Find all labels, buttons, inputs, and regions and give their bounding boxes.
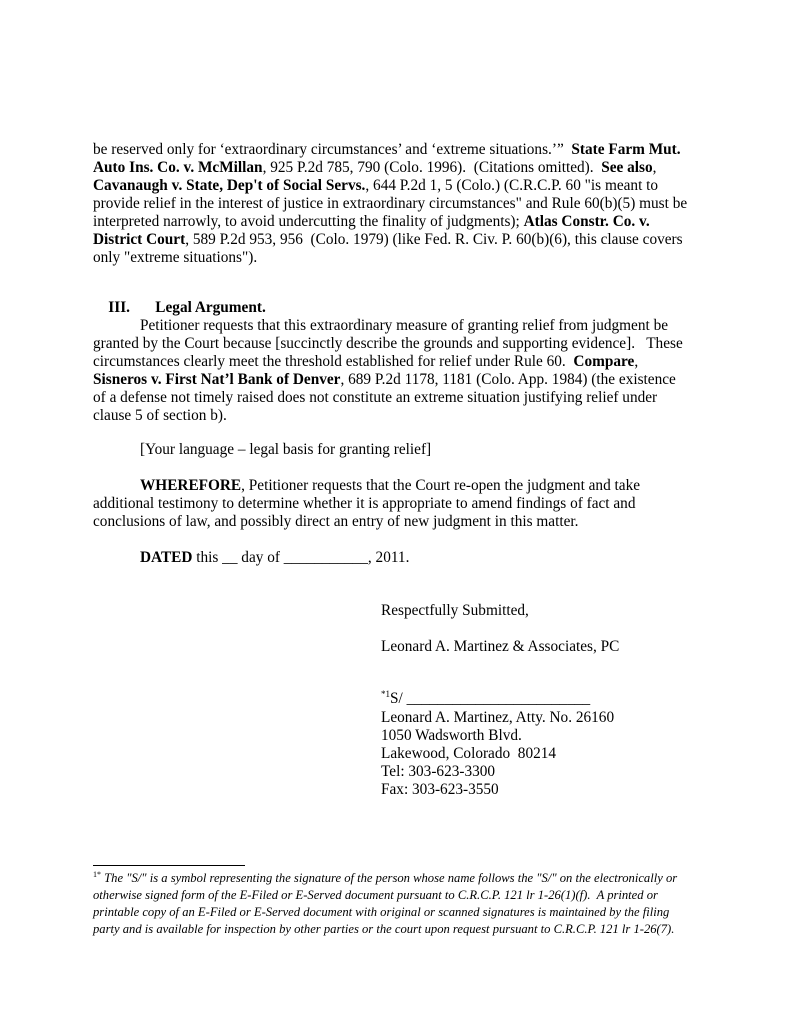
fax: Fax: 303-623-3550 <box>381 781 499 798</box>
text-line: additional testimony to determine whether it is appropriate to amend findings of fact and <box>93 495 636 512</box>
footnote-line: otherwise signed form of the E-Filed or E-Served document pursuant to C.R.C.P. 121 lr 1-26(1)(f). A printed or <box>93 888 658 902</box>
address-line-2: Lakewood, Colorado 80214 <box>381 745 557 762</box>
text-line: Cavanaugh v. State, Dep't of Social Servs., 644 P.2d 1, 5 (Colo.) (C.R.C.P. 60 "is meant to <box>93 177 659 194</box>
text-line: granted by the Court because [succinctly describe the grounds and supporting evidence]. These <box>93 335 683 352</box>
footnote-divider <box>93 865 245 866</box>
firm-name: Leonard A. Martinez & Associates, PC <box>381 638 620 655</box>
case-citation: Auto Ins. Co. v. McMillan <box>93 159 263 176</box>
text-line: conclusions of law, and possibly direct an entry of new judgment in this matter. <box>93 513 579 530</box>
dated-lead: DATED <box>140 549 193 566</box>
text-line: only "extreme situations"). <box>93 249 258 266</box>
signal-word: Compare <box>573 353 635 370</box>
text-line: WHEREFORE, Petitioner requests that the Court re-open the judgment and take <box>140 477 641 494</box>
text-line: be reserved only for ‘extraordinary circumstances’ and ‘extreme situations.’” State Farm Mut. <box>93 141 681 158</box>
attorney-name: Leonard A. Martinez, Atty. No. 26160 <box>381 709 615 726</box>
case-citation: State Farm Mut. <box>571 141 681 158</box>
text-line: provide relief in the interest of justice in extraordinary circumstances" and Rule 60(b)(5) must be <box>93 195 688 212</box>
placeholder-text: [Your language – legal basis for granting relief] <box>140 441 432 458</box>
signal-word: See also <box>601 159 653 176</box>
footnote-line: party and is available for inspection by other parties or the court upon request pursuant to C.R.C.P. 121 lr 1-26(7). <box>93 922 675 936</box>
text-line: clause 5 of section b). <box>93 407 227 424</box>
case-citation: Cavanaugh v. State, Dep't of Social Servs. <box>93 177 366 194</box>
telephone: Tel: 303-623-3300 <box>381 763 496 780</box>
case-citation: Atlas Constr. Co. v. <box>523 213 650 230</box>
section-title: Legal Argument. <box>155 299 266 316</box>
footnote-line: printable copy of an E-Filed or E-Served document with original or scanned signatures is maintained by the filing <box>93 905 670 919</box>
text-line: of a defense not timely raised does not constitute an extreme situation justifying relief under <box>93 389 658 406</box>
text-line: District Court, 589 P.2d 953, 956 (Colo. 1979) (like Fed. R. Civ. P. 60(b)(6), this clause covers <box>93 231 683 248</box>
closing: Respectfully Submitted, <box>381 602 529 619</box>
section-heading <box>93 281 130 335</box>
footnote-line: $^{1*}$ The "S/" is a symbol representing the signature of the person whose name follows the "S/" on the electronically or <box>93 869 678 885</box>
text-line: Sisneros v. First Nat’l Bank of Denver, 689 P.2d 1178, 1181 (Colo. App. 1984) (the existence <box>93 371 676 388</box>
case-citation: Sisneros v. First Nat’l Bank of Denver <box>93 371 341 388</box>
dated-line: DATED this __ day of ___________, 2011. <box>140 549 410 566</box>
wherefore-lead: WHEREFORE <box>140 477 242 494</box>
signature-line: $^{*1}$S/ ________________________ <box>381 688 591 707</box>
footnote-ref: *1 <box>381 688 390 699</box>
case-citation: District Court <box>93 231 186 248</box>
text-line: Auto Ins. Co. v. McMillan, 925 P.2d 785, 790 (Colo. 1996). (Citations omitted). See also, <box>93 159 657 176</box>
footnote-marker: 1* <box>93 869 101 879</box>
text-line: Petitioner requests that this extraordinary measure of granting relief from judgment be <box>140 317 669 334</box>
text-line: interpreted narrowly, to avoid undercutting the finality of judgments); Atlas Constr. Co. v. <box>93 213 650 230</box>
section-number: III. <box>108 299 130 316</box>
text-line: circumstances clearly meet the threshold established for relief under Rule 60. Compare, <box>93 353 639 370</box>
address-line-1: 1050 Wadsworth Blvd. <box>381 727 522 744</box>
